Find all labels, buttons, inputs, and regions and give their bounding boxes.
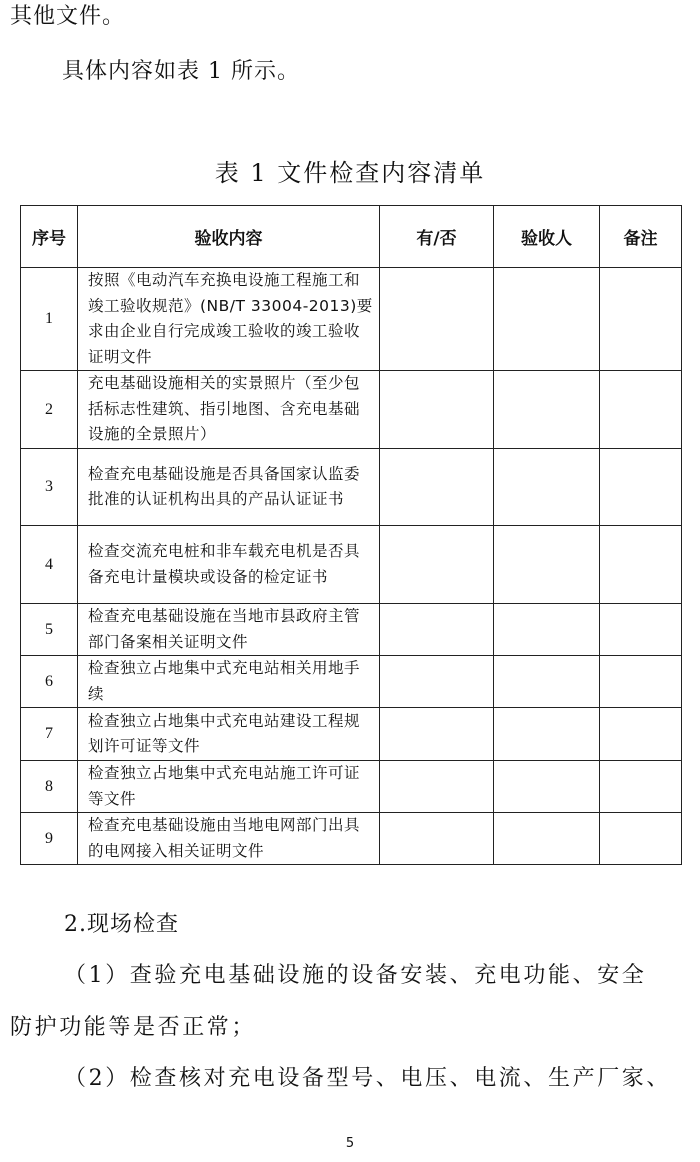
paragraph-item-1-continued: 防护功能等是否正常； — [10, 1015, 257, 1040]
table-row — [21, 761, 682, 813]
table-row — [21, 449, 682, 526]
row-number: 6 — [21, 656, 78, 708]
yes-no-cell — [380, 656, 494, 708]
paragraph-item-1: （1）查验充电基础设施的设备安装、充电功能、安全 — [64, 963, 647, 988]
page-number: 5 — [345, 1136, 355, 1151]
acceptor-cell — [494, 656, 600, 708]
table-row — [21, 604, 682, 656]
row-number: 1 — [21, 268, 78, 371]
yes-no-cell — [380, 761, 494, 813]
row-number: 5 — [21, 604, 78, 656]
remarks-cell — [600, 813, 682, 865]
yes-no-cell — [380, 268, 494, 371]
row-content: 检查充电基础设施由当地电网部门出具的电网接入相关证明文件 — [78, 813, 380, 865]
acceptor-cell — [494, 526, 600, 604]
remarks-cell — [600, 656, 682, 708]
acceptor-cell — [494, 604, 600, 656]
acceptor-cell — [494, 761, 600, 813]
row-number: 9 — [21, 813, 78, 865]
yes-no-cell — [380, 708, 494, 761]
table-row — [21, 268, 682, 371]
row-number: 7 — [21, 708, 78, 761]
paragraph-continuation: 其他文件。 — [10, 4, 126, 29]
row-content: 检查独立占地集中式充电站施工许可证等文件 — [78, 761, 380, 813]
table-row — [21, 708, 682, 761]
table-row — [21, 371, 682, 449]
remarks-cell — [600, 761, 682, 813]
header-yes-no: 有/否 — [380, 206, 494, 268]
remarks-cell — [600, 268, 682, 371]
yes-no-cell — [380, 604, 494, 656]
table-row — [21, 526, 682, 604]
table-caption: 表 1 文件检查内容清单 — [214, 159, 486, 187]
remarks-cell — [600, 708, 682, 761]
row-number: 3 — [21, 449, 78, 526]
header-serial-number: 序号 — [21, 206, 78, 268]
row-content: 检查交流充电桩和非车载充电机是否具备充电计量模块或设备的检定证书 — [78, 526, 380, 604]
row-content: 检查充电基础设施在当地市县政府主管部门备案相关证明文件 — [78, 604, 380, 656]
row-content: 检查充电基础设施是否具备国家认监委批准的认证机构出具的产品认证证书 — [78, 449, 380, 526]
section-heading-site-inspection: 2.现场检查 — [64, 912, 179, 937]
acceptor-cell — [494, 268, 600, 371]
yes-no-cell — [380, 526, 494, 604]
document-check-table — [20, 205, 682, 865]
row-content: 按照《电动汽车充换电设施工程施工和竣工验收规范》(NB/T 33004-2013)要求由企业自行完成竣工验收的竣工验收证明文件 — [78, 268, 380, 371]
paragraph-item-2: （2）检查核对充电设备型号、电压、电流、生产厂家、 — [64, 1066, 671, 1091]
acceptor-cell — [494, 371, 600, 449]
table-row — [21, 813, 682, 865]
acceptor-cell — [494, 708, 600, 761]
row-number: 8 — [21, 761, 78, 813]
row-number: 4 — [21, 526, 78, 604]
remarks-cell — [600, 526, 682, 604]
row-content: 检查独立占地集中式充电站相关用地手续 — [78, 656, 380, 708]
table-row — [21, 656, 682, 708]
table-header-row — [21, 206, 682, 268]
paragraph-table-reference: 具体内容如表 1 所示。 — [62, 59, 300, 84]
yes-no-cell — [380, 371, 494, 449]
remarks-cell — [600, 449, 682, 526]
header-acceptor: 验收人 — [494, 206, 600, 268]
row-content: 检查独立占地集中式充电站建设工程规划许可证等文件 — [78, 708, 380, 761]
header-remarks: 备注 — [600, 206, 682, 268]
acceptor-cell — [494, 449, 600, 526]
remarks-cell — [600, 371, 682, 449]
yes-no-cell — [380, 449, 494, 526]
header-acceptance-content: 验收内容 — [78, 206, 380, 268]
row-number: 2 — [21, 371, 78, 449]
row-content: 充电基础设施相关的实景照片（至少包括标志性建筑、指引地图、含充电基础设施的全景照片） — [78, 371, 380, 449]
remarks-cell — [600, 604, 682, 656]
acceptor-cell — [494, 813, 600, 865]
yes-no-cell — [380, 813, 494, 865]
